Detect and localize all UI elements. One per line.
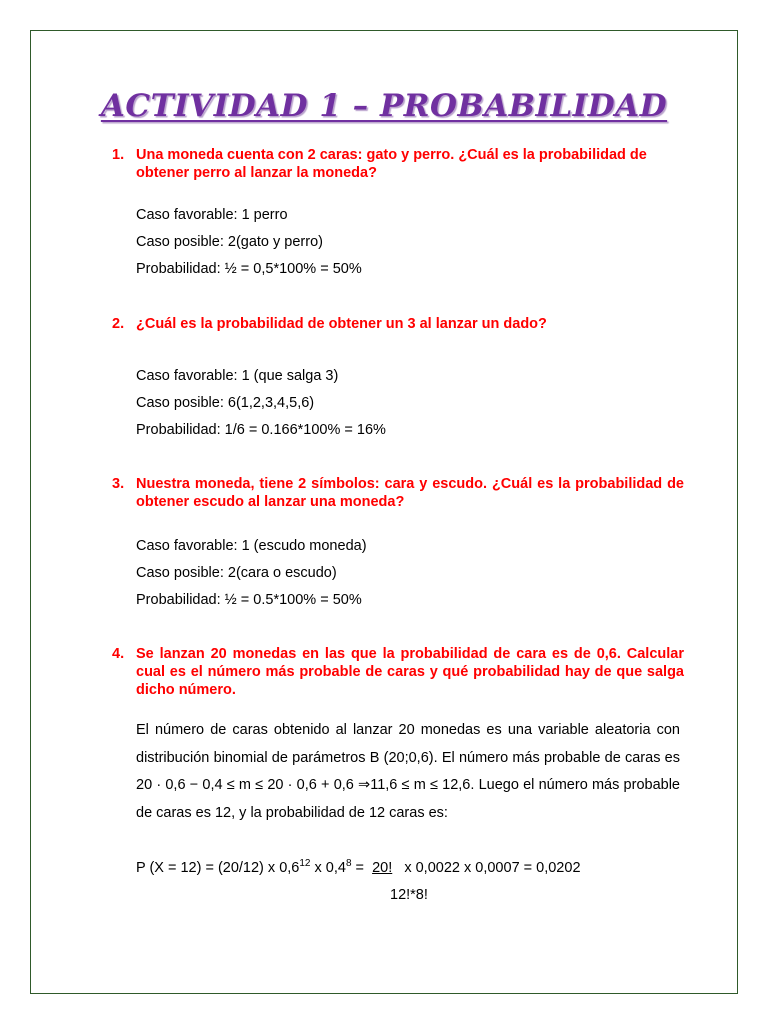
question-1	[112, 146, 684, 182]
fraction-denominator: 12!*8!	[390, 887, 428, 903]
formula-middle: x 0,4	[310, 860, 346, 876]
formula-prefix: P (X = 12) = (20/12) x 0,6	[136, 860, 300, 876]
question-number: 4.	[112, 646, 125, 662]
formula-exponent: 8	[345, 858, 352, 870]
question-text: Nuestra moneda, tiene 2 símbolos: cara y escudo. ¿Cuál es la probabilidad de obtener escudo al lanzar una moneda?	[136, 476, 684, 510]
answer-line: Caso favorable: 1 (escudo moneda)	[136, 538, 367, 554]
question-text: Una moneda cuenta con 2 caras: gato y perro. ¿Cuál es la probabilidad de obtener perro al lanzar la moneda?	[136, 147, 647, 181]
formula-rest: x 0,0022 x 0,0007 = 0,0202	[404, 860, 581, 876]
answer-line: Caso posible: 6(1,2,3,4,5,6)	[136, 395, 315, 411]
answer-line: Caso favorable: 1 (que salga 3)	[136, 368, 339, 384]
answer-line: Caso favorable: 1 perro	[136, 207, 288, 223]
answer-line: Caso posible: 2(cara o escudo)	[136, 565, 337, 581]
formula-equals: =	[351, 860, 369, 876]
question-text: Se lanzan 20 monedas en las que la probabilidad de cara es de 0,6. Calcular cual es el número más probable de caras y qué probabilidad hay de que salga dicho número.	[136, 646, 684, 698]
page-title: ACTIVIDAD 1 – PROBABILIDAD	[100, 88, 668, 124]
question-2	[112, 315, 684, 333]
answer-line: Caso posible: 2(gato y perro)	[136, 234, 323, 250]
question-number: 2.	[112, 316, 125, 332]
answer-line: Probabilidad: 1/6 = 0.166*100% = 16%	[136, 422, 386, 438]
question-text: ¿Cuál es la probabilidad de obtener un 3 al lanzar un dado?	[136, 316, 547, 332]
question-3	[112, 475, 684, 511]
question-number: 3.	[112, 476, 125, 492]
answer-paragraph: El número de caras obtenido al lanzar 20 monedas es una variable aleatoria con distribución binomial de parámetros B (20;0,6). El número más probable de caras es 20 · 0,6 − 0,4 ≤ m ≤ 20 · 0,6 + 0,6 ⇒11,6 ≤ m ≤ 12,6. Luego el número más probable de caras es 12, y la probabilidad de 12 caras es:	[136, 722, 680, 821]
probability-formula	[136, 859, 581, 877]
answer-line: Probabilidad: ½ = 0.5*100% = 50%	[136, 592, 362, 608]
answer-line: Probabilidad: ½ = 0,5*100% = 50%	[136, 261, 362, 277]
question-number: 1.	[112, 147, 125, 163]
formula-exponent: 12	[299, 858, 311, 870]
question-4	[112, 645, 684, 699]
fraction-numerator: 20!	[372, 860, 393, 876]
